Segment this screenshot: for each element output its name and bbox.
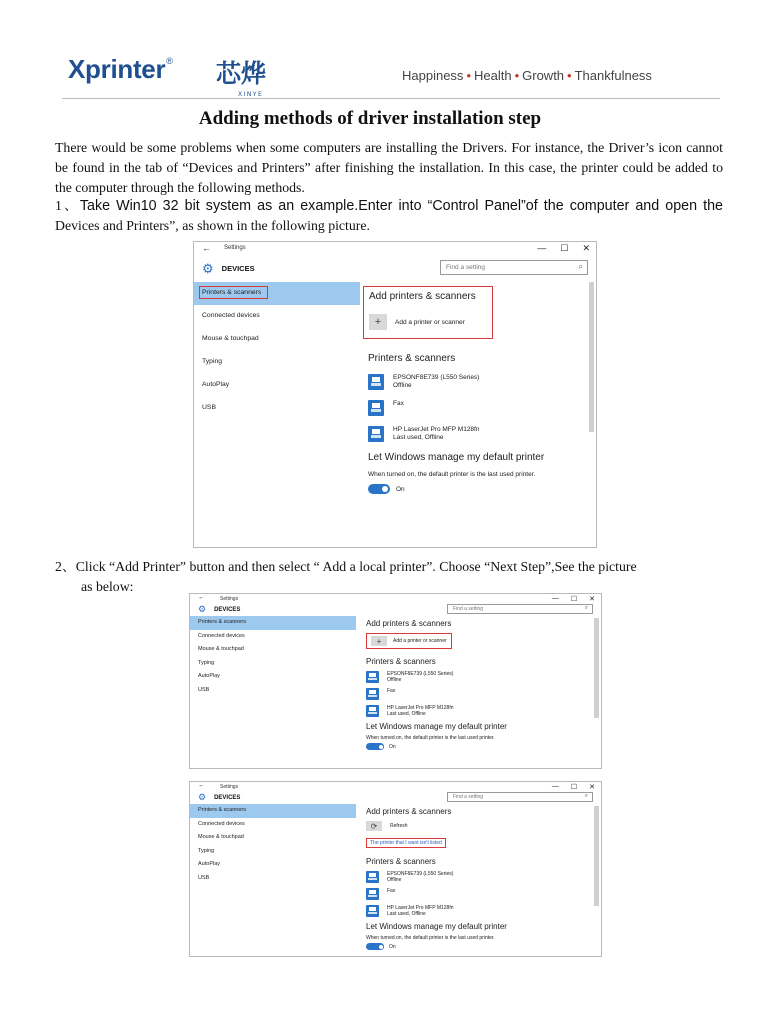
minimize-icon[interactable]: — [551, 783, 559, 790]
search-placeholder: Find a setting [446, 264, 486, 271]
add-printers-heading: Add printers & scanners [366, 807, 452, 816]
close-icon[interactable]: ✕ [589, 596, 595, 603]
slogan-word: Growth [522, 68, 565, 83]
sidebar-item-printers-scanners[interactable] [190, 804, 356, 818]
printer-status: Offline [393, 382, 412, 389]
toggle-label: On [389, 943, 396, 950]
printer-item[interactable] [368, 374, 586, 390]
printer-name: Fax [387, 688, 396, 694]
settings-sidebar [190, 804, 356, 885]
plus-icon: + [369, 314, 387, 330]
window-controls [537, 243, 590, 254]
toggle-switch[interactable] [366, 743, 384, 750]
slogan-dot: • [567, 68, 572, 83]
sidebar-item-label: AutoPlay [202, 381, 230, 388]
scrollbar[interactable] [594, 618, 599, 718]
step1-rest: Devices and Printers”, as shown in the following picture. [55, 218, 370, 233]
sidebar-item-connected-devices[interactable] [194, 305, 360, 328]
default-printer-heading: Let Windows manage my default printer [366, 922, 507, 931]
step2-line1: 2、Click “Add Printer” button and then select “ Add a local printer”. Choose “Next Step”,See the picture [55, 559, 637, 574]
scrollbar[interactable] [594, 806, 599, 906]
printers-heading: Printers & scanners [368, 353, 456, 364]
slogan-dot: • [514, 68, 520, 83]
back-arrow-icon[interactable]: ← [198, 594, 205, 601]
brand-name: Xprinter [68, 54, 166, 84]
default-printer-description: When turned on, the default printer is the last used printer. [366, 735, 495, 741]
minimize-icon[interactable]: — [551, 595, 559, 602]
sidebar-item-label: Mouse & touchpad [202, 335, 259, 342]
find-setting-search[interactable] [447, 604, 593, 614]
toggle-switch[interactable] [368, 484, 390, 494]
add-printer-button[interactable] [369, 314, 487, 330]
add-printer-label: Add a printer or scanner [393, 638, 447, 644]
printer-icon [368, 426, 384, 442]
settings-content [368, 282, 586, 547]
step1-sans-text: Take Win10 32 bit system as an example.Enter into “Control Panel”of the computer and open the [79, 198, 723, 214]
sidebar-item-label: USB [202, 404, 216, 411]
back-arrow-icon[interactable]: ← [198, 782, 205, 789]
search-icon: ⌕ [584, 793, 588, 799]
sidebar-item-label: USB [198, 686, 210, 693]
step1-paragraph [55, 196, 723, 236]
devices-header [198, 605, 240, 614]
page-header [0, 0, 768, 102]
sidebar-item-label: Printers & scanners [198, 807, 246, 813]
sidebar-item-typing[interactable] [190, 845, 356, 859]
printer-item[interactable] [366, 905, 591, 917]
xinye-seal-logo [212, 56, 306, 100]
sidebar-item-mouse-touchpad[interactable] [194, 328, 360, 351]
sidebar-item-autoplay[interactable] [190, 670, 356, 684]
settings-content [366, 807, 591, 956]
default-printer-toggle[interactable] [366, 743, 591, 750]
scrollbar[interactable] [589, 282, 594, 432]
sidebar-item-label: USB [198, 874, 210, 881]
sidebar-item-label: Printers & scanners [199, 286, 268, 299]
sidebar-item-mouse-touchpad[interactable] [190, 831, 356, 845]
settings-sidebar [194, 282, 360, 420]
gear-icon: ⚙ [198, 604, 207, 614]
xprinter-logo [68, 54, 267, 98]
search-icon: ⌕ [578, 262, 583, 271]
seal-characters: 芯烨 [216, 59, 267, 88]
sidebar-item-label: Typing [198, 847, 215, 854]
window-title: Settings [220, 596, 239, 602]
seal-subtext: XINYE [238, 91, 264, 98]
search-placeholder: Find a setting [453, 794, 484, 800]
devices-header [202, 262, 255, 275]
add-printer-button[interactable] [366, 633, 452, 649]
back-arrow-icon[interactable]: ← [202, 243, 211, 253]
sidebar-item-label: AutoPlay [198, 673, 221, 679]
printer-icon [366, 871, 379, 883]
window-controls [552, 783, 595, 791]
printer-name: EPSONF8E739 (L550 Series) [387, 871, 454, 877]
close-icon[interactable]: ✕ [582, 243, 590, 253]
devices-header [198, 793, 240, 802]
printers-heading: Printers & scanners [366, 657, 436, 666]
refresh-button[interactable] [366, 821, 591, 831]
intro-paragraph: There would be some problems when some computers are installing the Drivers. For instance, the Driver’s icon cannot be found in the tab of “Devices and Printers” after finishing the installation. In this case, the printer could be added to the computer through the following methods. [55, 140, 723, 195]
find-setting-search[interactable] [440, 260, 588, 275]
sidebar-item-printers-scanners[interactable] [190, 616, 356, 630]
window-titlebar [194, 242, 596, 258]
default-printer-toggle[interactable] [368, 484, 586, 494]
default-printer-description: When turned on, the default printer is the last used printer. [368, 471, 536, 478]
registered-mark: ® [166, 56, 173, 66]
search-icon: ⌕ [584, 605, 588, 611]
sidebar-item-label: Typing [198, 659, 215, 666]
sidebar-item-connected-devices[interactable] [190, 818, 356, 832]
sidebar-item-typing[interactable] [190, 657, 356, 671]
gear-icon: ⚙ [202, 261, 214, 276]
add-printers-highlight [363, 286, 493, 339]
sidebar-item-mouse-touchpad[interactable] [190, 643, 356, 657]
slogan-dot: • [466, 68, 471, 83]
gear-icon: ⚙ [198, 792, 207, 802]
refresh-icon: ⟳ [366, 821, 382, 831]
devices-label: DEVICES [214, 794, 241, 801]
printer-item[interactable] [366, 888, 591, 900]
printer-status: Last used, Offline [387, 911, 426, 917]
printer-icon [366, 671, 379, 683]
maximize-icon[interactable]: ☐ [570, 596, 578, 603]
sidebar-item-autoplay[interactable] [194, 374, 360, 397]
fax-icon [368, 400, 384, 416]
sidebar-item-typing[interactable] [194, 351, 360, 374]
sidebar-item-label: AutoPlay [198, 861, 221, 867]
printer-name: HP LaserJet Pro MFP M128fn [387, 705, 454, 711]
printer-item[interactable] [368, 400, 586, 416]
window-title: Settings [220, 784, 239, 790]
printer-icon [368, 374, 384, 390]
printer-name: HP LaserJet Pro MFP M128fn [387, 905, 454, 911]
sidebar-item-printers-scanners[interactable] [194, 282, 360, 305]
devices-label: DEVICES [214, 606, 241, 613]
sidebar-item-label: Connected devices [198, 820, 245, 827]
close-icon[interactable]: ✕ [589, 784, 595, 791]
step2-paragraph [55, 557, 723, 597]
window-title: Settings [224, 245, 246, 251]
printer-icon [366, 705, 379, 717]
printer-item[interactable] [366, 688, 591, 700]
settings-screenshot-3 [189, 781, 602, 957]
printer-status: Last used, Offline [393, 434, 444, 441]
window-controls [552, 595, 595, 603]
find-setting-search[interactable] [447, 792, 593, 802]
printer-not-listed-link[interactable]: The printer that I want isn't listed [366, 838, 446, 848]
sidebar-item-usb[interactable] [190, 684, 356, 698]
sidebar-item-label: Connected devices [198, 632, 245, 639]
printer-status: Offline [387, 877, 402, 883]
sidebar-item-label: Typing [202, 358, 223, 365]
fax-icon [366, 688, 379, 700]
printer-icon [366, 905, 379, 917]
printer-item[interactable] [366, 871, 591, 883]
settings-screenshot-1 [193, 241, 597, 548]
add-printers-heading: Add printers & scanners [366, 619, 452, 628]
maximize-icon[interactable]: ☐ [560, 243, 569, 253]
plus-icon: + [371, 636, 387, 646]
default-printer-heading: Let Windows manage my default printer [368, 452, 545, 463]
slogan-word: Happiness [402, 68, 464, 83]
printer-name: EPSONF8E739 (L550 Series) [393, 374, 480, 381]
document-title: Adding methods of driver installation step [198, 108, 542, 129]
sidebar-item-label: Printers & scanners [198, 619, 246, 625]
settings-content [366, 619, 591, 768]
refresh-label: Refresh [390, 823, 408, 829]
fax-icon [366, 888, 379, 900]
settings-screenshot-2 [189, 593, 602, 769]
printer-name: Fax [387, 888, 396, 894]
settings-sidebar [190, 616, 356, 697]
sidebar-item-autoplay[interactable] [190, 858, 356, 872]
printer-item[interactable] [366, 671, 591, 683]
sidebar-item-label: Connected devices [202, 312, 260, 319]
sidebar-item-usb[interactable] [190, 872, 356, 886]
toggle-switch[interactable] [366, 943, 384, 950]
company-slogan [402, 68, 652, 83]
printer-name: Fax [393, 400, 404, 407]
default-printer-description: When turned on, the default printer is the last used printer. [366, 935, 495, 941]
printer-item[interactable] [366, 705, 591, 717]
minimize-icon[interactable]: — [537, 243, 547, 253]
step1-number: 1、 [55, 198, 80, 213]
add-printer-label: Add a printer or scanner [395, 318, 465, 326]
printer-status: Offline [387, 677, 402, 683]
slogan-word: Health [474, 68, 512, 83]
printers-heading: Printers & scanners [366, 857, 436, 866]
sidebar-item-connected-devices[interactable] [190, 630, 356, 644]
printer-name: HP LaserJet Pro MFP M128fn [393, 426, 480, 433]
toggle-label: On [389, 743, 396, 750]
step2-line2: as below: [81, 579, 134, 594]
slogan-word: Thankfulness [574, 68, 652, 83]
printer-item[interactable] [368, 426, 586, 442]
sidebar-item-label: Mouse & touchpad [198, 834, 244, 840]
add-printers-heading: Add printers & scanners [369, 291, 476, 302]
default-printer-toggle[interactable] [366, 943, 591, 950]
printer-status: Last used, Offline [387, 711, 426, 717]
search-placeholder: Find a setting [453, 606, 484, 612]
maximize-icon[interactable]: ☐ [570, 784, 578, 791]
sidebar-item-label: Mouse & touchpad [198, 646, 244, 652]
devices-label: DEVICES [221, 264, 255, 273]
header-divider [62, 98, 720, 99]
sidebar-item-usb[interactable] [194, 397, 360, 420]
toggle-label: On [396, 485, 405, 493]
printer-name: EPSONF8E739 (L550 Series) [387, 671, 454, 677]
default-printer-heading: Let Windows manage my default printer [366, 722, 507, 731]
